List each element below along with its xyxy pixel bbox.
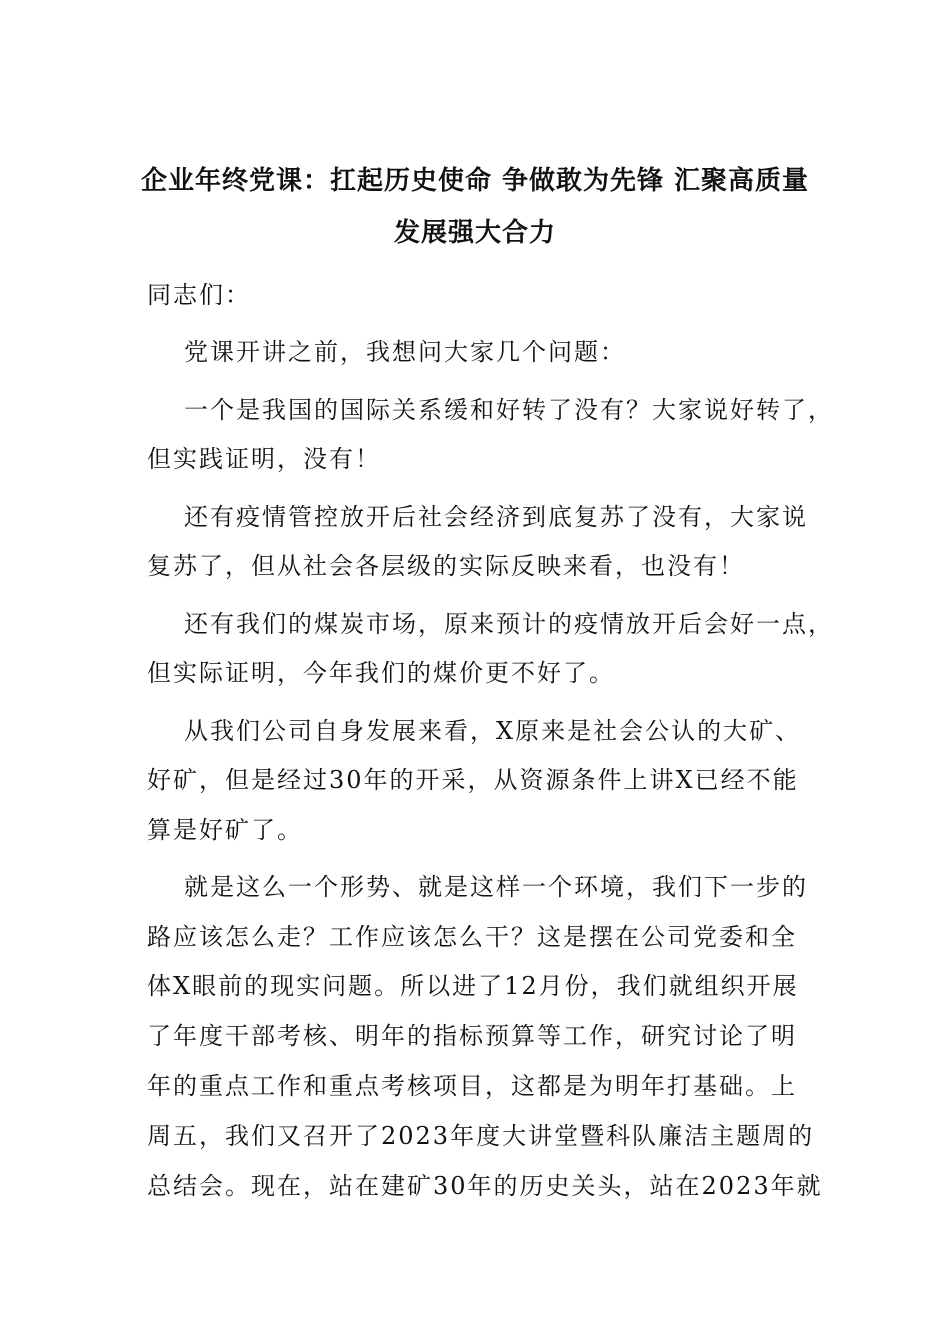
paragraph-line: 还有我们的煤炭市场，原来预计的疫情放开后会好一点， [184, 610, 834, 638]
paragraph-line: 但实践证明，没有！ [147, 445, 381, 473]
paragraph-line: 周五，我们又召开了2023年度大讲堂暨科队廉洁主题周的 [147, 1122, 815, 1150]
paragraph-line: 就是这么一个形势、就是这样一个环境，我们下一步的 [184, 873, 808, 901]
paragraph-line: 但实际证明，今年我们的煤价更不好了。 [147, 659, 615, 687]
document-title-line-2: 发展强大合力 [393, 218, 556, 248]
paragraph-line: 复苏了，但从社会各层级的实际反映来看，也没有！ [147, 552, 745, 580]
paragraph-line: 了年度干部考核、明年的指标预算等工作，研究讨论了明 [147, 1022, 797, 1050]
paragraph-line: 年的重点工作和重点考核项目，这都是为明年打基础。上 [147, 1072, 797, 1100]
paragraph-line: 总结会。现在，站在建矿30年的历史关头，站在2023年就 [147, 1172, 823, 1200]
paragraph-line: 路应该怎么走？工作应该怎么干？这是摆在公司党委和全 [147, 923, 797, 951]
paragraph-line: 一个是我国的国际关系缓和好转了没有？大家说好转了， [184, 396, 834, 424]
paragraph-line: 算是好矿了。 [147, 816, 303, 844]
paragraph-line: 还有疫情管控放开后社会经济到底复苏了没有，大家说 [184, 503, 808, 531]
paragraph-line: 党课开讲之前，我想问大家几个问题： [184, 338, 626, 366]
paragraph-line: 好矿，但是经过30年的开采，从资源条件上讲X已经不能 [147, 766, 799, 794]
paragraph-line: 体X眼前的现实问题。所以进了12月份，我们就组织开展 [147, 972, 799, 1000]
document-title-line-1: 企业年终党课：扛起历史使命 争做敢为先锋 汇聚高质量 [140, 166, 810, 196]
paragraph-line: 从我们公司自身发展来看，X原来是社会公认的大矿、 [184, 717, 802, 745]
salutation: 同志们： [147, 281, 251, 309]
